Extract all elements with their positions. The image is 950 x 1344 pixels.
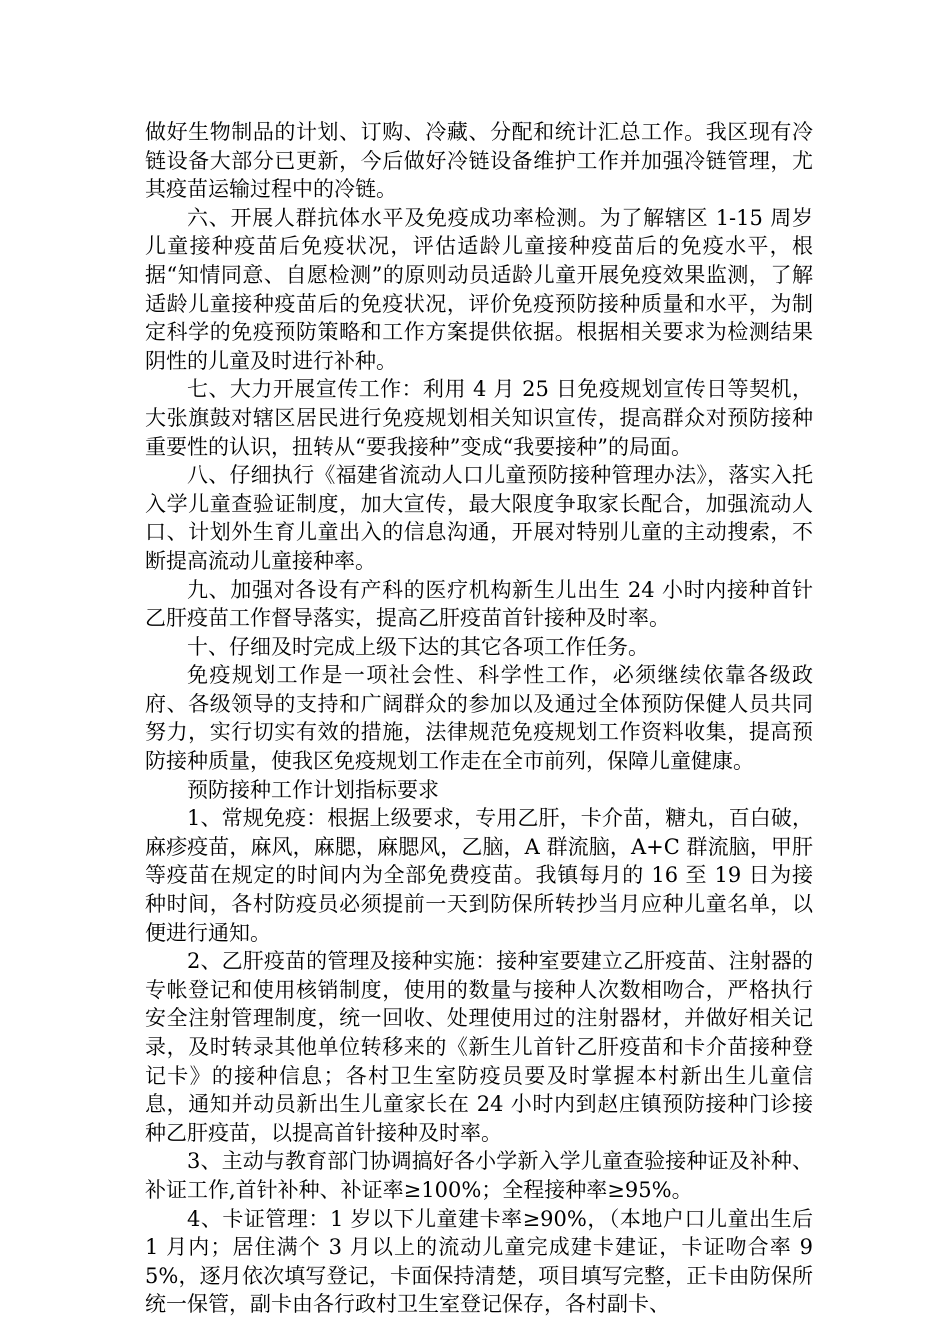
paragraph-item-6: 六、开展人群抗体水平及免疫成功率检测。为了解辖区 1-15 周岁儿童接种疫苗后免疫状况，评估适龄儿童接种疫苗后的免疫水平，根据“知情同意、自愿检测”的原则动员适龄儿童开展免疫效果监测，了解适龄儿童接种疫苗后的免疫状况，评价免疫预防接种质量和水平，为制定科学的免疫预防策略和工作方案提供依据。根据相关要求为检测结果阴性的儿童及时进行补种。	[145, 205, 813, 373]
paragraph-requirement-3: 3、主动与教育部门协调搞好各小学新入学儿童查验接种证及补种、补证工作,首针补种、补证率≥100%；全程接种率≥95%。	[145, 1149, 813, 1202]
document-body	[145, 118, 813, 1319]
paragraph-summary: 免疫规划工作是一项社会性、科学性工作，必须继续依靠各级政府、各级领导的支持和广阔群众的参加以及通过全体预防保健人员共同努力，实行切实有效的措施，法律规范免疫规划工作资料收集，提高预防接种质量，使我区免疫规划工作走在全市前列，保障儿童健康。	[145, 663, 813, 774]
paragraph-requirement-2: 2、乙肝疫苗的管理及接种实施：接种室要建立乙肝疫苗、注射器的专帐登记和使用核销制度，使用的数量与接种人次数相吻合，严格执行安全注射管理制度，统一回收、处理使用过的注射器材，并做好相关记录，及时转录其他单位转移来的《新生儿首针乙肝疫苗和卡介苗接种登记卡》的接种信息；各村卫生室防疫员要及时掌握本村新出生儿童信息，通知并动员新出生儿童家长在 24 小时内到赵庄镇预防接种门诊接种乙肝疫苗，以提高首针接种及时率。	[145, 949, 813, 1145]
paragraph-item-8: 八、仔细执行《福建省流动人口儿童预防接种管理办法》，落实入托入学儿童查验证制度，加大宣传，最大限度争取家长配合，加强流动人口、计划外生育儿童出入的信息沟通，开展对特别儿童的主动搜索，不断提高流动儿童接种率。	[145, 463, 813, 573]
paragraph-item-9: 九、加强对各设有产科的医疗机构新生儿出生 24 小时内接种首针乙肝疫苗工作督导落实，提高乙肝疫苗首针接种及时率。	[145, 577, 813, 631]
paragraph-cold-chain: 做好生物制品的计划、订购、冷藏、分配和统计汇总工作。我区现有冷链设备大部分已更新，今后做好冷链设备维护工作并加强冷链管理，尤其疫苗运输过程中的冷链。	[145, 120, 813, 202]
paragraph-item-7: 七、大力开展宣传工作：利用 4 月 25 日免疫规划宣传日等契机，大张旗鼓对辖区居民进行免疫规划相关知识宣传，提高群众对预防接种重要性的认识，扭转从“要我接种”变成“我要接种”的局面。	[145, 377, 813, 459]
paragraph-requirement-1: 1、常规免疫：根据上级要求，专用乙肝，卡介苗，糖丸，百白破，麻疹疫苗，麻风，麻腮，麻腮风，乙脑，A 群流脑，A+C 群流脑，甲肝等疫苗在规定的时间内为全部免费疫苗。我镇每月的 16 至 19 日为接种时间，各村防疫员必须提前一天到防保所转抄当月应种儿童名单，以便进行通知。	[145, 806, 813, 945]
paragraph-requirement-4: 4、卡证管理：1 岁以下儿童建卡率≥90%，（本地户口儿童出生后 1 月内；居住满个 3 月以上的流动儿童完成建卡建证，卡证吻合率 95%，逐月依次填写登记，卡面保持清楚，项目填写完整，正卡由防保所统一保管，副卡由各行政村卫生室登记保存，各村副卡、	[145, 1206, 813, 1317]
paragraph-item-10: 十、仔细及时完成上级下达的其它各项工作任务。	[187, 634, 649, 659]
section-title: 预防接种工作计划指标要求	[187, 777, 439, 802]
